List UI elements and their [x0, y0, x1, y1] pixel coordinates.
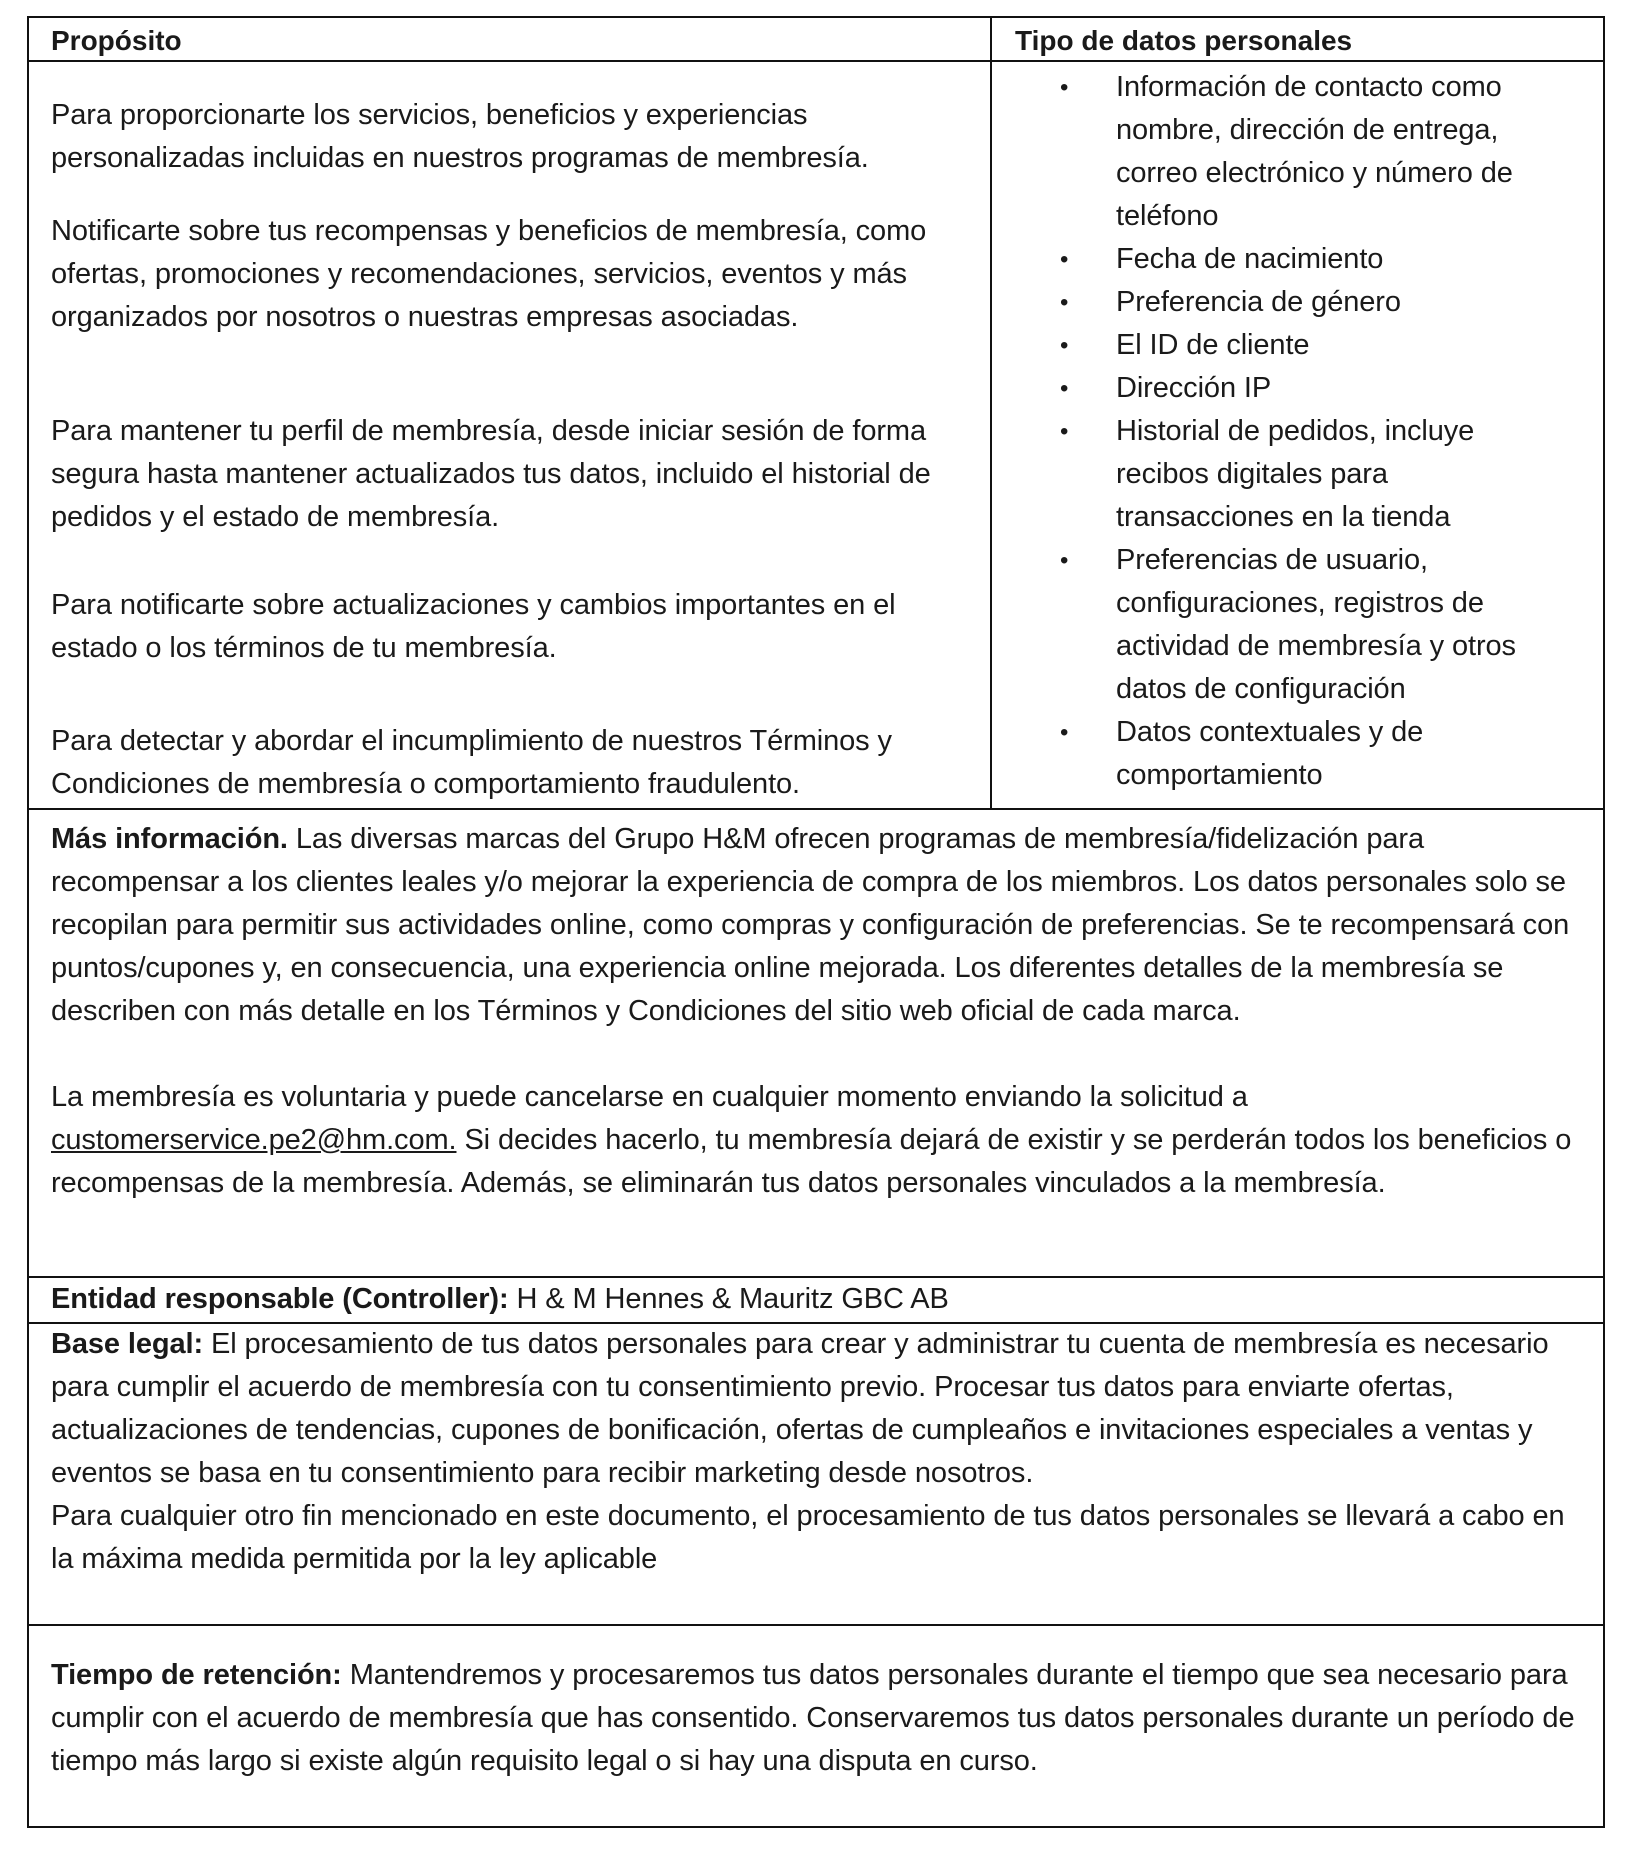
purpose-item: Notificarte sobre tus recompensas y beneficios de membresía, como ofertas, promociones y recomendaciones, servicios, eventos y más organizados por nosotros o nuestras empresas asociadas.: [51, 215, 927, 333]
customer-service-email-link[interactable]: customerservice.pe2@hm.com.: [51, 1124, 457, 1156]
bullet-icon: •: [1060, 332, 1069, 359]
controller-row: [51, 1278, 1587, 1321]
bullet-icon: •: [1060, 289, 1069, 316]
purpose-item: Para detectar y abordar el incumplimiento de nuestros Términos y Condiciones de membresía o comportamiento fraudulento.: [51, 725, 892, 800]
data-type-item: • Datos contextuales y de comportamiento: [991, 711, 1607, 797]
retention-label: Tiempo de retención:: [51, 1659, 342, 1691]
data-type-item: • Preferencia de género: [991, 281, 1607, 324]
legal-basis-paragraph: Base legal: El procesamiento de tus datos personales para crear y administrar tu cuenta de membresía es necesario para cumplir el acuerdo de membresía con tu consentimiento previo. Procesar tus datos para enviarte ofertas, actualizaciones de tendencias, cupones de bonificación, ofertas de cumpleaños e invitaciones especiales a ventas y eventos se basa en tu consentimiento para recibir marketing desde nosotros.: [51, 1328, 1549, 1489]
controller-label: Entidad responsable (Controller):: [51, 1283, 509, 1315]
legal-basis-paragraph-2: Para cualquier otro fin mencionado en este documento, el procesamiento de tus datos personales se llevará a cabo en la máxima medida permitida por la ley aplicable: [51, 1500, 1565, 1575]
data-types-list: [991, 66, 1607, 797]
data-type-item: • Dirección IP: [991, 367, 1607, 410]
bullet-icon: •: [1060, 375, 1069, 402]
bullet-icon: •: [1060, 246, 1069, 273]
section-divider: [29, 1624, 1603, 1626]
bullet-icon: •: [1060, 418, 1069, 445]
bullet-icon: •: [1060, 74, 1069, 101]
more-info-paragraph: Más información. Las diversas marcas del Grupo H&M ofrecen programas de membresía/fidelización para recompensar a los clientes leales y/o mejorar la experiencia de compra de los miembros. Los datos personales solo se recopilan para permitir sus actividades online, como compras y configuración de preferencias. Se te recompensará con puntos/cupones y, en consecuencia, una experiencia online mejorada. Los diferentes detalles de la membresía se describen con más detalle en los Términos y Condiciones del sitio web oficial de cada marca.: [51, 823, 1570, 1027]
purpose-item: Para mantener tu perfil de membresía, desde iniciar sesión de forma segura hasta mantener actualizados tus datos, incluido el historial de pedidos y el estado de membresía.: [51, 415, 931, 533]
retention-paragraph: Tiempo de retención: Mantendremos y procesaremos tus datos personales durante el tiempo que sea necesario para cumplir con el acuerdo de membresía que has consentido. Conservaremos tus datos personales durante un período de tiempo más largo si existe algún requisito legal o si hay una disputa en curso.: [51, 1659, 1575, 1777]
bullet-icon: •: [1060, 547, 1069, 574]
data-types-header: Tipo de datos personales: [1015, 25, 1353, 56]
data-type-item: • Información de contacto como nombre, dirección de entrega, correo electrónico y número de teléfono: [991, 66, 1607, 238]
data-type-item: • Fecha de nacimiento: [991, 238, 1607, 281]
more-info-section: [51, 818, 1587, 1205]
data-type-item: • El ID de cliente: [991, 324, 1607, 367]
section-divider: [29, 808, 1603, 810]
more-info-label: Más información.: [51, 823, 288, 855]
purpose-item: Para notificarte sobre actualizaciones y cambios importantes en el estado o los términos de tu membresía.: [51, 589, 896, 664]
cancellation-paragraph: La membresía es voluntaria y puede cancelarse en cualquier momento enviando la solicitud a customerservice.pe2@hm.com. Si decides hacerlo, tu membresía dejará de existir y se perderán todos los beneficios o recompensas de la membresía. Además, se eliminarán tus datos personales vinculados a la membresía.: [51, 1081, 1572, 1199]
legal-basis-label: Base legal:: [51, 1328, 204, 1360]
bullet-icon: •: [1060, 719, 1069, 746]
data-type-item: • Historial de pedidos, incluye recibos digitales para transacciones en la tienda: [991, 410, 1607, 539]
purpose-item: Para proporcionarte los servicios, beneficios y experiencias personalizadas incluidas en nuestros programas de membresía.: [51, 99, 869, 174]
header-divider: [29, 60, 1603, 62]
legal-basis-section: [51, 1323, 1591, 1581]
controller-value: H & M Hennes & Mauritz GBC AB: [508, 1283, 949, 1315]
purpose-header: Propósito: [51, 25, 182, 56]
data-type-item: • Preferencias de usuario, configuraciones, registros de actividad de membresía y otros datos de configuración: [991, 539, 1607, 711]
retention-section: [51, 1654, 1587, 1783]
privacy-table: [27, 16, 1605, 1828]
